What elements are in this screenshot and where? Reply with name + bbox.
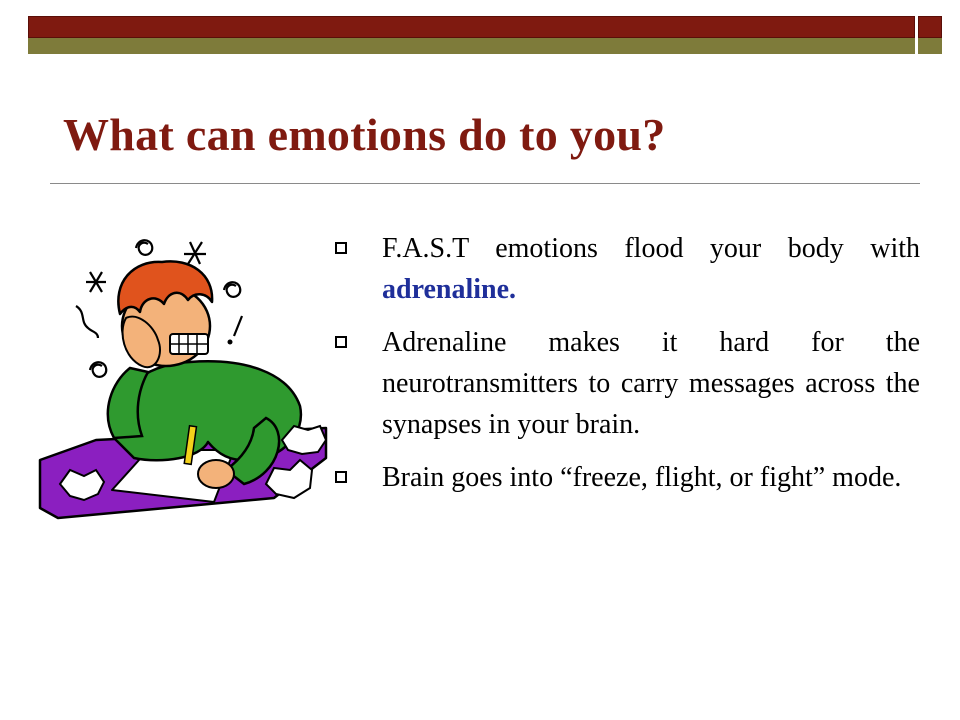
bullet-item [330,322,920,445]
hollow-square-bullet-icon [335,336,347,348]
exclamation-dot [228,340,233,345]
bullet-text: Adrenaline makes it hard for the neurotransmitters to carry messages across the synapses in your brain. [382,327,920,440]
swirl-icon [224,282,240,297]
slide-title: What can emotions do to you? [63,109,666,160]
star-burst-icon [184,242,206,264]
bullet-list [330,228,920,510]
bullet-text: Brain goes into “freeze, flight, or fight” mode. [382,462,902,493]
swirl-icon [90,362,106,377]
bullet-item [330,457,920,498]
hollow-square-bullet-icon [335,242,347,254]
corner-olive-square [918,38,942,54]
exclamation-icon [234,316,242,336]
bullet-item [330,228,920,310]
swirl-icon [136,240,152,255]
bullet-text: F.A.S.T emotions flood your body with [382,233,920,264]
title-divider [50,183,920,184]
stressed-student-clipart-icon [30,222,330,522]
top-bar-olive-stripe [28,38,915,54]
squiggle-icon [76,306,98,338]
top-bar-dark-stripe [28,16,915,38]
corner-dark-square [918,16,942,38]
hollow-square-bullet-icon [335,471,347,483]
star-burst-icon [86,272,106,292]
writing-hand [198,460,234,488]
bullet-highlight-term: adrenaline. [382,274,517,305]
top-decorative-bar [28,16,915,54]
corner-decoration [918,16,942,54]
